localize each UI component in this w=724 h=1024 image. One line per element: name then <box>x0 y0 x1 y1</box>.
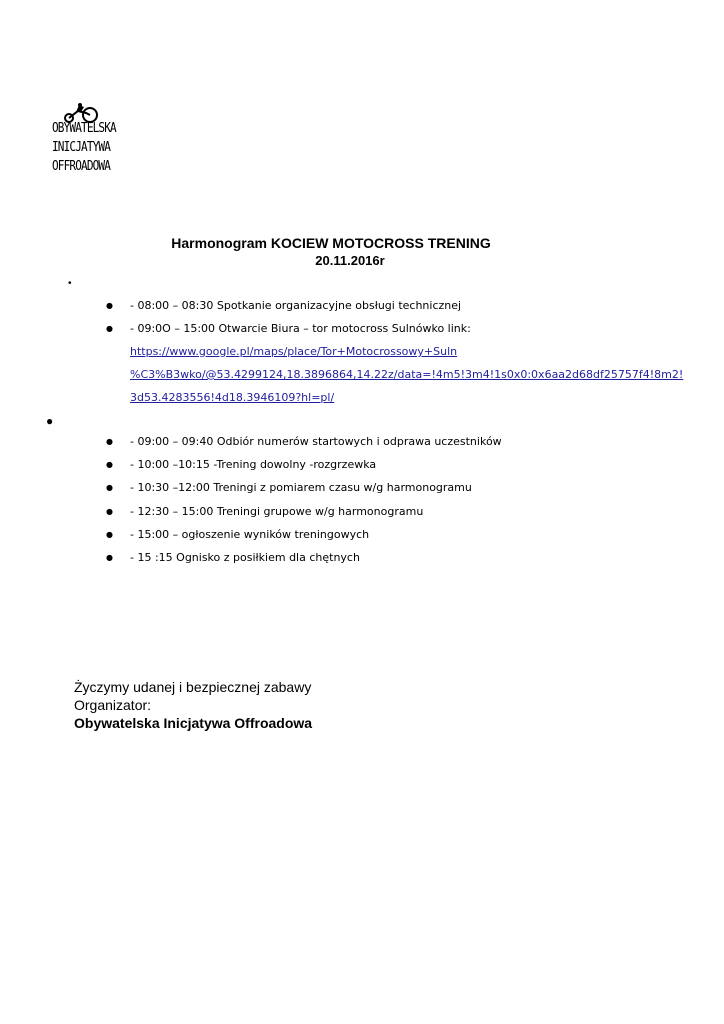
bullet-dot: ● <box>106 437 113 446</box>
empty-bullet: ● <box>46 414 54 428</box>
map-link-line-1[interactable]: https://www.google.pl/maps/place/Tor+Motocrossowy+Suln <box>130 345 458 358</box>
closing-section <box>74 678 312 732</box>
list-item <box>0 457 502 480</box>
bullet-dot: ● <box>106 529 113 539</box>
list-item <box>0 434 502 457</box>
list-item <box>0 321 471 344</box>
bullet-dot: ● <box>106 552 113 562</box>
organizer-name: Obywatelska Inicjatywa Offroadowa <box>74 715 313 731</box>
list-item-text: - 10:00 –10:15 -Trening dowolny -rozgrzewka <box>130 458 377 472</box>
list-item <box>0 550 502 573</box>
logo-text-line-2: INICJATYWA <box>52 140 111 155</box>
list-item <box>0 527 502 550</box>
document-date: 20.11.2016r <box>315 253 385 268</box>
schedule-list-training <box>0 434 502 573</box>
list-item <box>0 298 471 321</box>
closing-wish: Życzymy udanej i bezpiecznej zabawy <box>74 679 312 695</box>
logo-text-line-3: OFFROADOWA <box>52 159 111 174</box>
list-item <box>0 480 502 503</box>
list-item-text: - 09:0O – 15:00 Otwarcie Biura – tor motocross Sulnówko link: <box>130 322 471 336</box>
bullet-dot: ● <box>106 301 113 310</box>
list-item-text: - 10:30 –12:00 Treningi z pomiarem czasu w/g harmonogramu <box>130 481 472 495</box>
list-item-text: - 12:30 – 15:00 Treningi grupowe w/g harmonogramu <box>130 504 424 518</box>
organizer-label: Organizator: <box>74 697 152 713</box>
bullet-dot: ● <box>106 506 113 516</box>
organization-logo <box>52 103 148 177</box>
bullet-dot: ● <box>106 483 113 493</box>
document-title: Harmonogram KOCIEW MOTOCROSS TRENING <box>171 235 491 251</box>
map-link-line-2[interactable]: %C3%B3wko/@53.4299124,18.3896864,14.22z/data=!4m5!3m4!1s0x0:0x6aa2d68df25757f4!8m2! <box>130 368 684 381</box>
bullet-dot: ● <box>106 324 113 334</box>
logo-text-line-1: OBYWATELSKA <box>52 121 116 136</box>
stray-bullet: • <box>68 278 72 289</box>
map-link-line-3[interactable]: 3d53.4283556!4d18.3946109?hl=pl/ <box>130 391 335 404</box>
schedule-list-office <box>0 298 471 344</box>
list-item-text: - 15 :15 Ognisko z posiłkiem dla chętnych <box>130 550 360 564</box>
list-item-text: - 08:00 – 08:30 Spotkanie organizacyjne obsługi technicznej <box>130 299 462 312</box>
bullet-dot: ● <box>106 460 113 470</box>
list-item <box>0 504 502 527</box>
list-item-text: - 15:00 – ogłoszenie wyników treningowych <box>130 527 370 541</box>
list-item-text: - 09:00 – 09:40 Odbiór numerów startowych i odprawa uczestników <box>130 435 502 448</box>
